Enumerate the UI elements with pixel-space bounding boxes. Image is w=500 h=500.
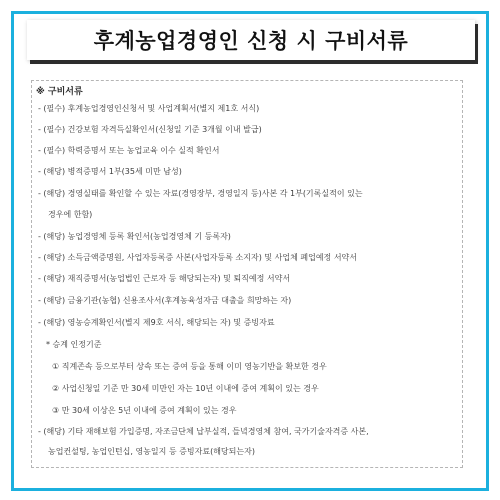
list-item-10: - (해당) 영농승계확인서(별지 제9호 서식, 해당되는 자) 및 증빙자료 (38, 318, 275, 327)
list-item-8: - (해당) 재직증명서(농업법인 근로자 등 해당되는자) 및 퇴직예정 서약서 (38, 274, 291, 283)
note-item-2: ② 사업신청일 기준 만 30세 미만인 자는 10년 이내에 증여 계획이 있는 경우 (52, 384, 319, 393)
list-item-5: - (해당) 경영실태를 확인할 수 있는 자료(경영장부, 경영일지 등)사본 각 1부(기록실적이 있는 (38, 189, 363, 198)
section-heading: ※ 구비서류 (36, 87, 83, 97)
list-item-3: - (필수) 학력증명서 또는 농업교육 이수 실적 확인서 (38, 146, 220, 155)
list-item-4: - (해당) 병적증명서 1부(35세 미만 남성) (38, 167, 182, 176)
list-item-6: - (해당) 농업경영체 등록 확인서(농업경영체 기 등록자) (38, 232, 231, 241)
list-item-11-continued: 농업컨설팅, 농업인턴십, 영농일지 등 증빙자료(해당되는자) (48, 447, 255, 456)
note-item-1: ① 직계존속 등으로부터 상속 또는 증여 등을 통해 이미 영농기반을 확보한 경우 (52, 362, 327, 371)
list-item-1: - (필수) 후계농업경영인신청서 및 사업계획서(별지 제1호 서식) (38, 104, 260, 113)
list-item-5-continued: 경우에 한함) (48, 210, 93, 219)
list-item-11: - (해당) 기타 재해보험 가입증명, 자조금단체 납부실적, 들녘경영체 참여, 국가기술자격증 사본, (38, 427, 369, 436)
page-title: 후계농업경영인 신청 시 구비서류 (93, 29, 409, 53)
list-item-2: - (필수) 건강보험 자격득실확인서(신청일 기준 3개월 이내 발급) (38, 125, 262, 134)
title-box (27, 20, 475, 60)
list-item-9: - (해당) 금융기관(농협) 신용조사서(후계농육성자금 대출을 희망하는 자) (38, 296, 292, 305)
list-item-7: - (해당) 소득금액증명원, 사업자등록증 사본(사업자등록 소지자) 및 사업체 폐업예정 서약서 (38, 253, 358, 262)
note-item-3: ③ 만 30세 이상은 5년 이내에 증여 계획이 있는 경우 (52, 406, 237, 415)
note-heading: * 승계 인정기준 (46, 340, 102, 349)
